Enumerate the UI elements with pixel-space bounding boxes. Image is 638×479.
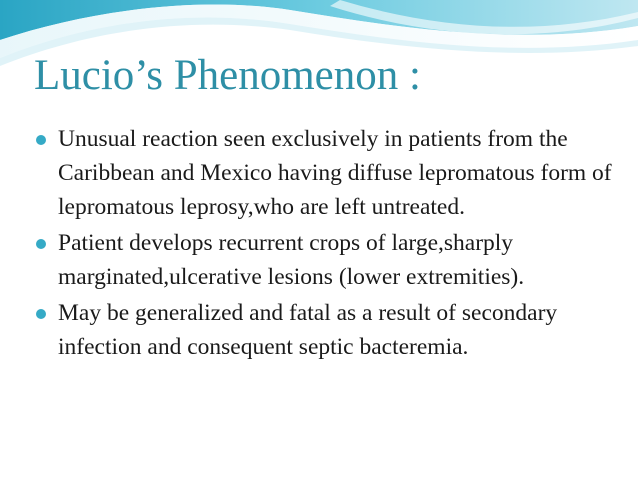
bullet-text: Unusual reaction seen exclusively in patients from the Caribbean and Mexico having diffuse lepromatous form of lepromatous leprosy,who are left untreated. [58, 126, 612, 220]
bullet-text: May be generalized and fatal as a result of secondary infection and consequent septic bacteremia. [58, 300, 558, 360]
bullet-dot-icon [36, 239, 46, 249]
bullet-item [30, 122, 620, 224]
bullet-item [30, 296, 620, 364]
bullet-dot-icon [36, 309, 46, 319]
bullet-list [30, 122, 620, 366]
bullet-dot-icon [36, 135, 46, 145]
bullet-text: Patient develops recurrent crops of large,sharply marginated,ulcerative lesions (lower extremities). [58, 230, 525, 290]
slide-title: Lucio’s Phenomenon : [34, 52, 421, 99]
bullet-item [30, 226, 620, 294]
